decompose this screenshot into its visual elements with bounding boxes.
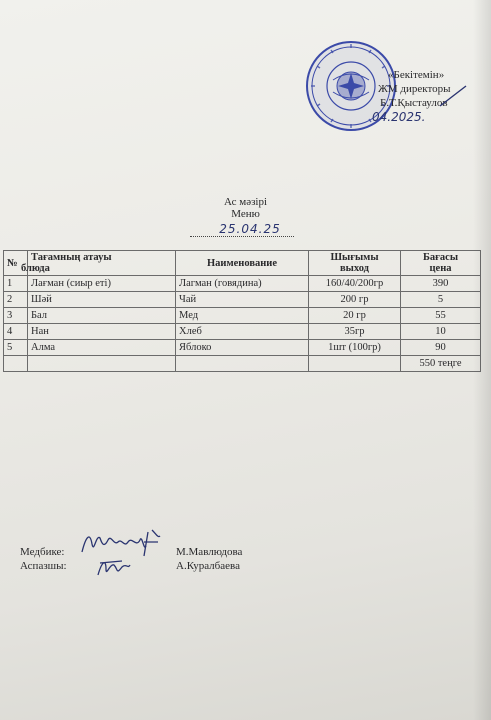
- total-empty-cell: [176, 356, 309, 372]
- row-num: 1: [4, 276, 28, 292]
- signature-role: Медбике:: [20, 546, 65, 558]
- row-name-kz: Лағман (сиыр еті): [28, 276, 176, 292]
- row-output: 200 гр: [309, 292, 401, 308]
- row-price: 10: [401, 324, 481, 340]
- title-kz: Ас мәзірі: [223, 196, 268, 208]
- row-name-kz: Бал: [28, 308, 176, 324]
- table-header-row: [4, 251, 481, 276]
- col-header-output-line1: Шығымы: [330, 252, 379, 263]
- menu-date: 25.04.25: [219, 222, 281, 236]
- approval-position: ЖМ директоры: [378, 83, 451, 95]
- row-num: 2: [4, 292, 28, 308]
- table-row: [4, 308, 481, 324]
- row-price: 390: [401, 276, 481, 292]
- col-header-name-kz: [21, 251, 176, 276]
- date-underline: [190, 236, 294, 237]
- row-output: 160/40/200гр: [309, 276, 401, 292]
- row-name-ru: Яблоко: [176, 340, 309, 356]
- row-name-kz: Шәй: [28, 292, 176, 308]
- signature-row-nurse: [20, 545, 320, 559]
- col-header-price-line1: Бағасы: [422, 252, 459, 263]
- approval-date: 04.2025.: [372, 110, 426, 124]
- signature-role: Аспазшы:: [20, 560, 67, 572]
- row-name-kz: Алма: [28, 340, 176, 356]
- signature-name: А.Куралбаева: [176, 560, 240, 572]
- col-header-output: [309, 251, 401, 276]
- col-header-name-kz-line2: блюда: [21, 263, 50, 274]
- row-name-kz: Нан: [28, 324, 176, 340]
- row-price: 5: [401, 292, 481, 308]
- approval-director-name: Б.Т.Қыстаулов: [380, 97, 448, 109]
- row-num: 4: [4, 324, 28, 340]
- table-row: [4, 292, 481, 308]
- table-row: [4, 276, 481, 292]
- menu-table: [3, 250, 481, 372]
- signatures-block: [20, 545, 320, 573]
- total-price: 550 теңге: [401, 356, 481, 372]
- table-row: [4, 324, 481, 340]
- signature-name: М.Мавлюдова: [176, 546, 243, 558]
- approval-heading: «Бекітемін»: [388, 69, 445, 81]
- menu-title: [0, 196, 491, 220]
- pen-stroke-icon: [438, 84, 468, 108]
- row-output: 1шт (100гр): [309, 340, 401, 356]
- row-name-ru: Лагман (говядина): [176, 276, 309, 292]
- col-header-name-kz-line1: Тағамның атауы: [31, 252, 112, 263]
- col-header-price-line2: цена: [429, 263, 452, 274]
- total-empty-cell: [4, 356, 28, 372]
- row-price: 90: [401, 340, 481, 356]
- table-total-row: [4, 356, 481, 372]
- col-header-price: [401, 251, 481, 276]
- row-num: 5: [4, 340, 28, 356]
- col-header-num: №: [4, 251, 28, 276]
- row-name-ru: Хлеб: [176, 324, 309, 340]
- row-price: 55: [401, 308, 481, 324]
- row-output: 35гр: [309, 324, 401, 340]
- table-row: [4, 340, 481, 356]
- page-shadow: [473, 0, 491, 720]
- col-header-output-line2: выход: [340, 263, 369, 274]
- col-header-name-ru: Наименование: [176, 251, 309, 276]
- row-output: 20 гр: [309, 308, 401, 324]
- total-empty-cell: [28, 356, 176, 372]
- total-empty-cell: [309, 356, 401, 372]
- row-num: 3: [4, 308, 28, 324]
- row-name-ru: Чай: [176, 292, 309, 308]
- row-name-ru: Мед: [176, 308, 309, 324]
- signature-row-cook: [20, 559, 320, 573]
- title-ru: Меню: [231, 208, 260, 220]
